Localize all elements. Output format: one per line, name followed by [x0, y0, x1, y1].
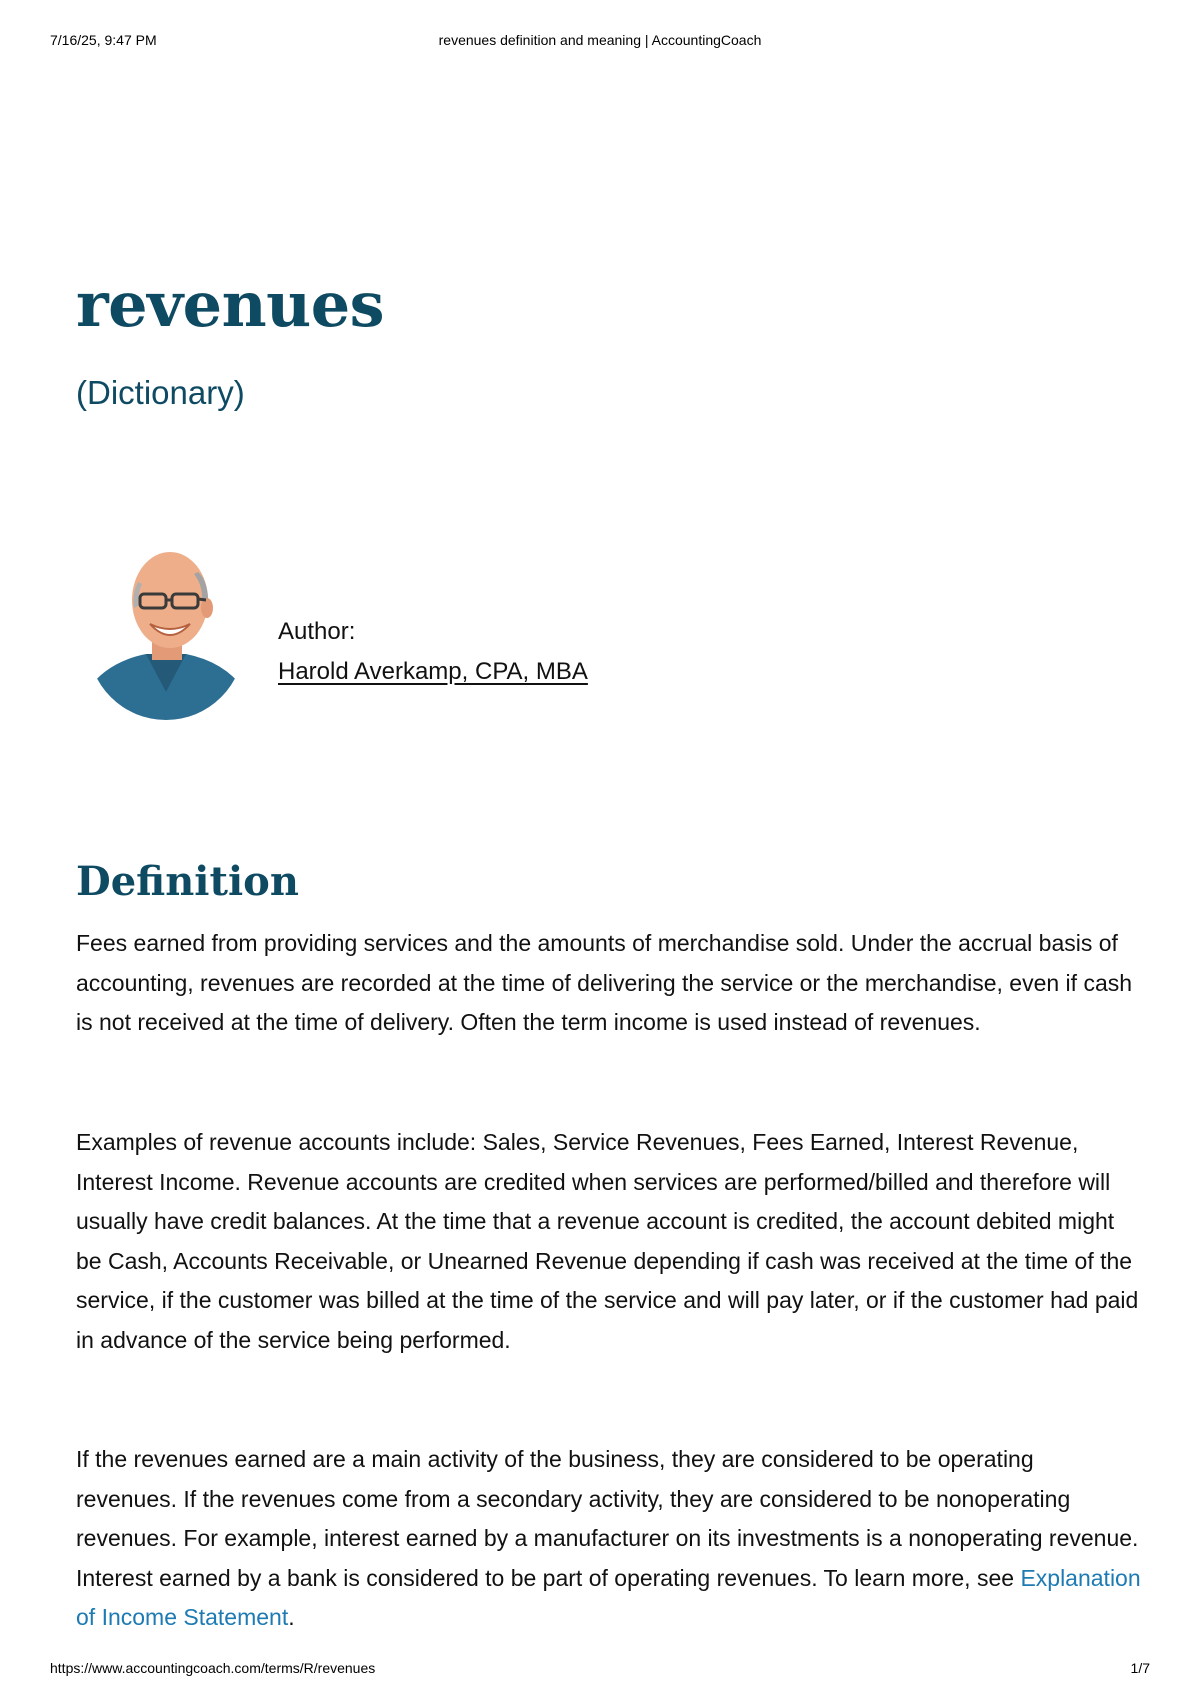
print-footer	[50, 1660, 1150, 1676]
term-subtitle: (Dictionary)	[76, 374, 245, 411]
author-avatar-icon	[86, 542, 246, 732]
author-block	[86, 542, 786, 732]
author-label: Author:	[278, 618, 356, 645]
definition-paragraph-2: Examples of revenue accounts include: Sales, Service Revenues, Fees Earned, Interest Revenue, Interest Income. Revenue accounts are credited when services are performed/billed and therefore will usually have credit balances. At the time that a revenue account is credited, the account debited might be Cash, Accounts Receivable, or Unearned Revenue depending if cash was received at the time of the service, if the customer was billed at the time of the service and will pay later, or if the customer had paid in advance of the service being performed.	[76, 1129, 1139, 1353]
author-name-link[interactable]: Harold Averkamp, CPA, MBA	[278, 658, 588, 685]
definition-paragraph-1: Fees earned from providing services and the amounts of merchandise sold. Under the accrual basis of accounting, revenues are recorded at the time of delivering the service or the merchandise, even if cash is not received at the time of delivery. Often the term income is used instead of revenues.	[76, 930, 1133, 1035]
author-info	[278, 612, 588, 692]
paragraph-3-end: .	[288, 1604, 295, 1630]
paragraph-3-text: If the revenues earned are a main activity of the business, they are considered to be operating revenues. If the revenues come from a secondary activity, they are considered to be nonoperating revenues. For example, interest earned by a manufacturer on its investments is a nonoperating revenue. Interest earned by a bank is considered to be part of operating revenues. To learn more, see	[76, 1446, 1139, 1591]
print-datetime: 7/16/25, 9:47 PM	[50, 32, 157, 48]
print-page-title: revenues definition and meaning | AccountingCoach	[438, 32, 762, 48]
print-url: https://www.accountingcoach.com/terms/R/revenues	[50, 1660, 376, 1676]
income-statement-link[interactable]: Explanation of Income Statement	[76, 1564, 1141, 1630]
definition-paragraph-3	[76, 1440, 1141, 1638]
definition-heading: Definition	[76, 858, 299, 905]
print-header	[50, 32, 1150, 48]
print-page-number: 1/7	[1130, 1660, 1150, 1676]
term-title: revenues	[76, 268, 385, 341]
